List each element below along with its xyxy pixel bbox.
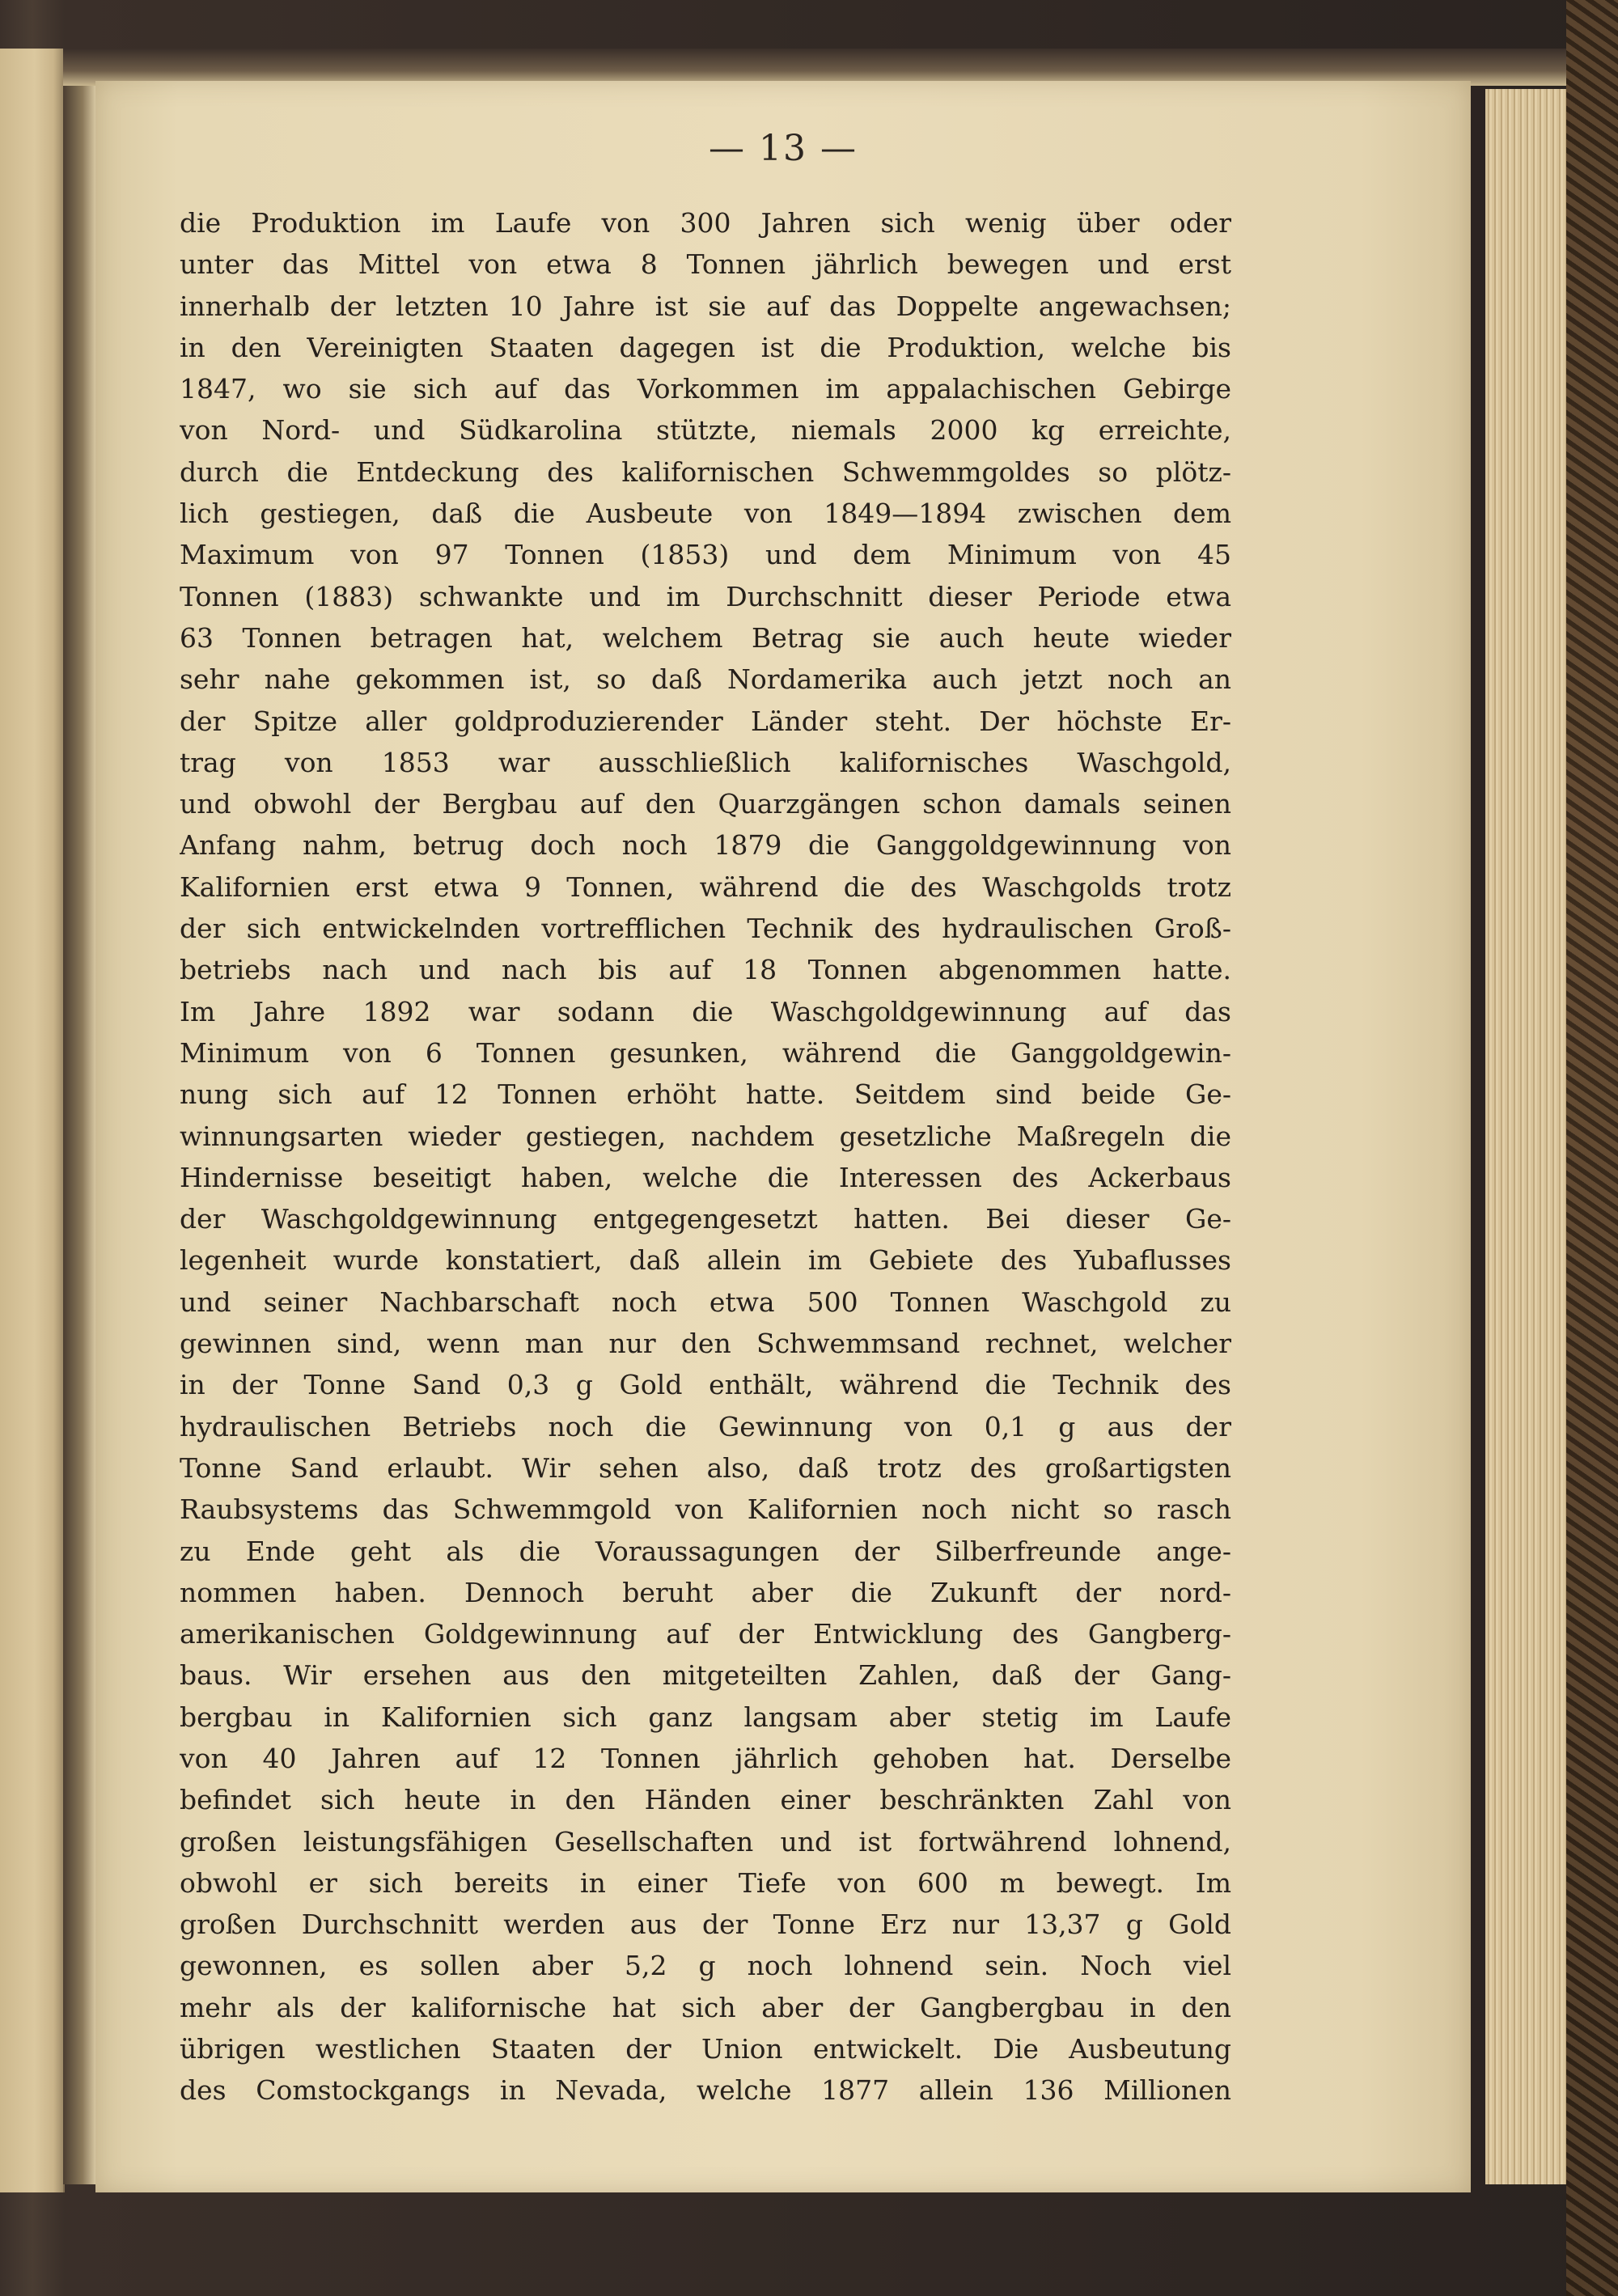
marbled-cover [1566, 0, 1618, 2296]
text-line: hydraulischen Betriebs noch die Gewinnung von 0,1 g aus der [180, 1410, 1231, 1442]
text-line: Minimum von 6 Tonnen gesunken, während die Ganggoldgewin- [180, 1036, 1231, 1069]
text-line: bergbau in Kalifornien sich ganz langsam aber stetig im Laufe [180, 1701, 1231, 1733]
text-line: baus. Wir ersehen aus den mitgeteilten Zahlen, daß der Gang- [180, 1659, 1231, 1692]
text-line: amerikanischen Goldgewinnung auf der Entwicklung des Gangberg- [180, 1618, 1231, 1650]
book-page [95, 81, 1471, 2192]
text-line: Raubsystems das Schwemmgold von Kalifornien noch nicht so rasch [180, 1493, 1231, 1526]
text-line: obwohl er sich bereits in einer Tiefe von 600 m bewegt. Im [180, 1866, 1231, 1899]
text-line: der Spitze aller goldproduzierender Länder steht. Der höchste Er- [180, 705, 1231, 737]
text-line: Tonnen (1883) schwankte und im Durchschnitt dieser Periode etwa [180, 580, 1231, 612]
text-line: winnungsarten wieder gestiegen, nachdem gesetzliche Maßregeln die [180, 1120, 1231, 1152]
text-line: großen Durchschnitt werden aus der Tonne Erz nur 13,37 g Gold [180, 1908, 1231, 1941]
text-line: nung sich auf 12 Tonnen erhöht hatte. Seitdem sind beide Ge- [180, 1078, 1231, 1111]
text-line: übrigen westlichen Staaten der Union entwickelt. Die Ausbeutung [180, 2033, 1231, 2065]
text-line: betriebs nach und nach bis auf 18 Tonnen abgenommen hatte. [180, 954, 1231, 986]
text-line: gewinnen sind, wenn man nur den Schwemmsand rechnet, welcher [180, 1328, 1231, 1360]
text-line: in den Vereinigten Staaten dagegen ist die Produktion, welche bis [180, 331, 1231, 363]
body-text [180, 202, 1231, 2112]
text-line: des Comstockgangs in Nevada, welche 1877 allein 136 Millionen [180, 2074, 1231, 2107]
page-number: — 13 — [709, 128, 858, 169]
text-line: durch die Entdeckung des kalifornischen Schwemmgoldes so plötz- [180, 455, 1231, 488]
previous-page-edge [0, 49, 65, 2192]
text-line: 1847, wo sie sich auf das Vorkommen im appalachischen Gebirge [180, 373, 1231, 405]
text-line: der sich entwickelnden vortrefflichen Technik des hydraulischen Groß- [180, 913, 1231, 945]
text-line: Anfang nahm, betrug doch noch 1879 die Ganggoldgewinnung von [180, 829, 1231, 862]
text-line: der Waschgoldgewinnung entgegengesetzt hatten. Bei dieser Ge- [180, 1203, 1231, 1235]
text-line: gewonnen, es sollen aber 5,2 g noch lohnend sein. Noch viel [180, 1950, 1231, 1982]
text-line: mehr als der kalifornische hat sich aber der Gangbergbau in den [180, 1991, 1231, 2023]
text-line: legenheit wurde konstatiert, daß allein im Gebiete des Yubaflusses [180, 1244, 1231, 1277]
text-line: nommen haben. Dennoch beruht aber die Zukunft der nord- [180, 1576, 1231, 1608]
text-line: 63 Tonnen betragen hat, welchem Betrag sie auch heute wieder [180, 621, 1231, 654]
text-line: innerhalb der letzten 10 Jahre ist sie auf das Doppelte angewachsen; [180, 290, 1231, 322]
book-gutter [63, 57, 95, 2184]
text-line: trag von 1853 war ausschließlich kalifornisches Waschgold, [180, 746, 1231, 778]
text-line: Maximum von 97 Tonnen (1853) und dem Minimum von 45 [180, 539, 1231, 571]
text-line: von Nord- und Südkarolina stützte, niemals 2000 kg erreichte, [180, 414, 1231, 447]
text-line: Hindernisse beseitigt haben, welche die Interessen des Ackerbaus [180, 1161, 1231, 1193]
text-line: und obwohl der Bergbau auf den Quarzgängen schon damals seinen [180, 788, 1231, 820]
text-line: von 40 Jahren auf 12 Tonnen jährlich gehoben hat. Derselbe [180, 1742, 1231, 1774]
text-line: zu Ende geht als die Voraussagungen der Silberfreunde ange- [180, 1535, 1231, 1567]
text-line: Tonne Sand erlaubt. Wir sehen also, daß trotz des großartigsten [180, 1451, 1231, 1484]
text-line: Im Jahre 1892 war sodann die Waschgoldgewinnung auf das [180, 995, 1231, 1027]
text-line: und seiner Nachbarschaft noch etwa 500 Tonnen Waschgold zu [180, 1286, 1231, 1318]
text-line: unter das Mittel von etwa 8 Tonnen jährlich bewegen und erst [180, 248, 1231, 281]
page-edges-stack [1485, 89, 1566, 2184]
text-line: befindet sich heute in den Händen einer beschränkten Zahl von [180, 1784, 1231, 1816]
text-line: lich gestiegen, daß die Ausbeute von 1849—1894 zwischen dem [180, 498, 1231, 530]
text-line: Kalifornien erst etwa 9 Tonnen, während die des Waschgolds trotz [180, 871, 1231, 903]
text-line: die Produktion im Laufe von 300 Jahren sich wenig über oder [180, 207, 1231, 239]
text-line: in der Tonne Sand 0,3 g Gold enthält, während die Technik des [180, 1369, 1231, 1401]
text-line: sehr nahe gekommen ist, so daß Nordamerika auch jetzt noch an [180, 663, 1231, 696]
text-line: großen leistungsfähigen Gesellschaften und ist fortwährend lohnend, [180, 1825, 1231, 1858]
